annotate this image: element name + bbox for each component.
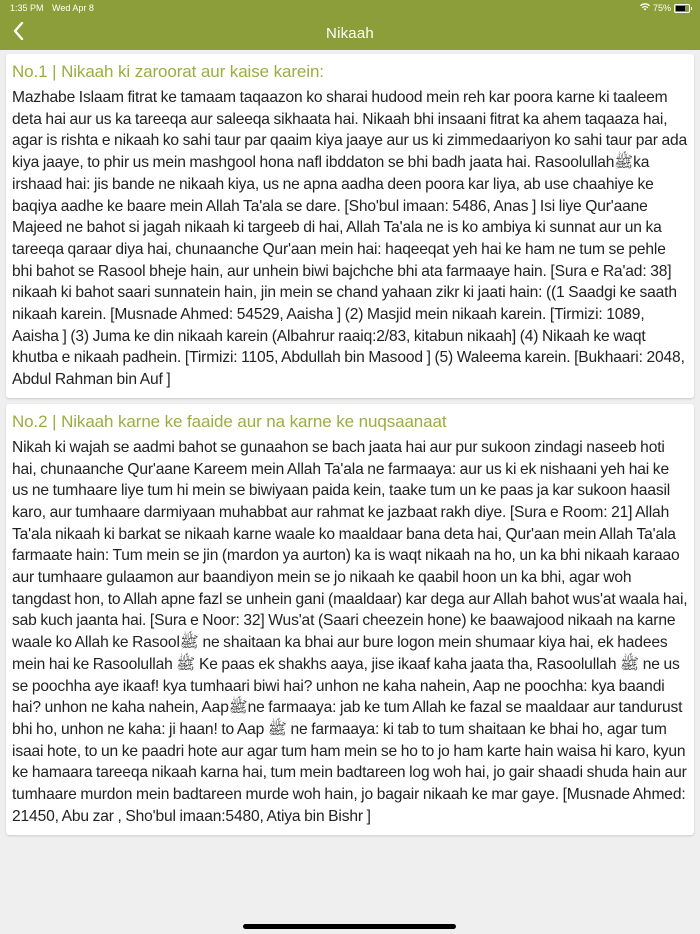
battery-percent: 75% [652,3,671,13]
content-list[interactable] [0,50,700,835]
status-time: 1:35 PM [10,3,44,13]
section-body: Nikah ki wajah se aadmi bahot se gunaahon se bach jaata hai aur pur sukoon zindagi naseeb hoti hai, chunaanche Qur'aane Kareem mein Allah Ta'ala ne farmaaya: aur us ki ek nishaani yeh hai ke us ne tumhaare liye tum hi mein se biwiyaan paida kein, taake tum un ke paas ja kar sukoon haasil karo, aur tumhaare darmiyaan muhabbat aur rahmat ke jazbaat rakh diye. [Sura e Room: 21] Allah Ta'ala nikaah ki barkat se nikaah karne waale ko maaldaar bana deta hai, Qur'aan mein Allah Ta'ala farmaate hain: Tum mein se jin (mardon ya aurton) ka is waqt nikaah na ho, un ka bhi nikaah karaao aur tumhaare gulaamon aur baandiyon mein se jo nikaah ke qaabil hoon un ka bhi, agar woh tangdast hon, to Allah apne fazl se unhein gani (maaldaar) kar dega aur Allah bahot wus'at waala hai, sab kuch jaanta hai. [Sura e Noor: 32] Wus'at (Saari cheezein hone) ke baawajood nikaah na karne waale ko Allah ke Rasoolﷺ ne shaitaan ka bhai aur bure logon mein shumaar kiya hai, ek hadees mein hai ke Rasoolullah ﷺ Ke paas ek shakhs aaya, jise ikaaf kaha jaata tha, Rasoolullah ﷺ ne us se poochha aye ikaaf! kya tumhaari biwi hai? unhon ne kaha nahein, Aap ne poochha: kya baandi hai? unhon ne kaha nahein, Aapﷺne farmaaya: jab ke tum Allah ke fazal se maaldaar aur tandurust bhi ho, unhon ne kaha: ji haan! to Aap ﷺ ne farmaaya: ki tab to tum shaitaan ke bhai ho, agar tum isaai hote, to un ke paadri hote aur agar tum ham mein se ho to jo ham karte hain waisa hi karo, kyun ke hamaara tareeqa nikaah karna hai, tum mein badtareen log woh hai, jo gair shaadi shuda hain aur tumhaare murdon mein badtareen murde woh hain, jo bagair nikaah ke mar gaye. [Musnade Ahmed: 21450, Abu zar , Sho'bul imaan:5480, Atiya bin Bishr ] [12,438,688,825]
status-bar [0,0,700,16]
battery-icon [674,4,690,13]
section-title: No.2 | Nikaah karne ke faaide aur na karne ke nuqsaanaat [12,411,447,431]
section-card-1[interactable] [6,54,694,398]
home-indicator[interactable] [243,924,456,929]
status-left [10,3,94,13]
status-right [640,3,690,13]
top-bar [0,0,700,50]
nav-bar [0,16,700,50]
section-title: No.1 | Nikaah ki zaroorat aur kaise karein: [12,62,324,81]
section-body: Mazhabe Islaam fitrat ke tamaam taqaazon ko sharai hudood mein reh kar poora karne ki taaleem deta hai aur us ka tareeqa aur saleeqa sikhaata hai. Nikaah bhi insaani fitrat ka ahem taqaaza hai, agar is rishta e nikaah ko sahi taur par qaaim kiya jaaye aur us ki zimmedaariyon ko sahi taur par ada kiya jaaye, to phir us mein mashgool hona nafl ibddaton se bhi badh jaata hai. Rasoolullahﷺka irshaad hai: jis bande ne nikaah kiya, us ne apna aadha deen poora kar liya, ab use chaahiye ke baqiya aadhe ke baare mein Allah Ta'ala se dare. [Sho'bul imaan: 5486, Anas ] Isi liye Qur'aane Majeed ne bahot si jagah nikaah ki targeeb di hai, Allah Ta'ala ne is ko ambiya ki sunnat aur un ka tareeqa qaraar diya hai, chunaanche Qur'aan mein hai: haqeeqat yeh hai ke ham ne tum se pehle bhi bahot se Rasool bheje hain, aur unhein biwi bajchche bhi ata farmaaye hain. [Sura e Ra'ad: 38] nikaah ki bahot saari sunnatein hain, jin mein se chand yahaan zikr ki jaati hain: ((1 Saadgi ke saath nikaah karein. [Musnade Ahmed: 54529, Aaisha ] (2) Masjid mein nikaah karein. [Tirmizi: 1089, Aaisha ] (3) Juma ke din nikaah karein (Albahrur raaiq:2/83, kitabun nikaah] (4) Nikaah ke waqt khutba e nikaah padhein. [Tirmizi: 1105, Abdullah bin Masood ] (5) Waleema karein. [Bukhaari: 2048, Abdul Rahman bin Auf ] [12,89,688,389]
wifi-icon [640,3,650,13]
page-title: Nikaah [326,24,374,42]
status-date: Wed Apr 8 [52,3,94,13]
back-button[interactable] [8,22,28,44]
section-card-2[interactable] [6,404,694,835]
chevron-left-icon [13,22,24,44]
